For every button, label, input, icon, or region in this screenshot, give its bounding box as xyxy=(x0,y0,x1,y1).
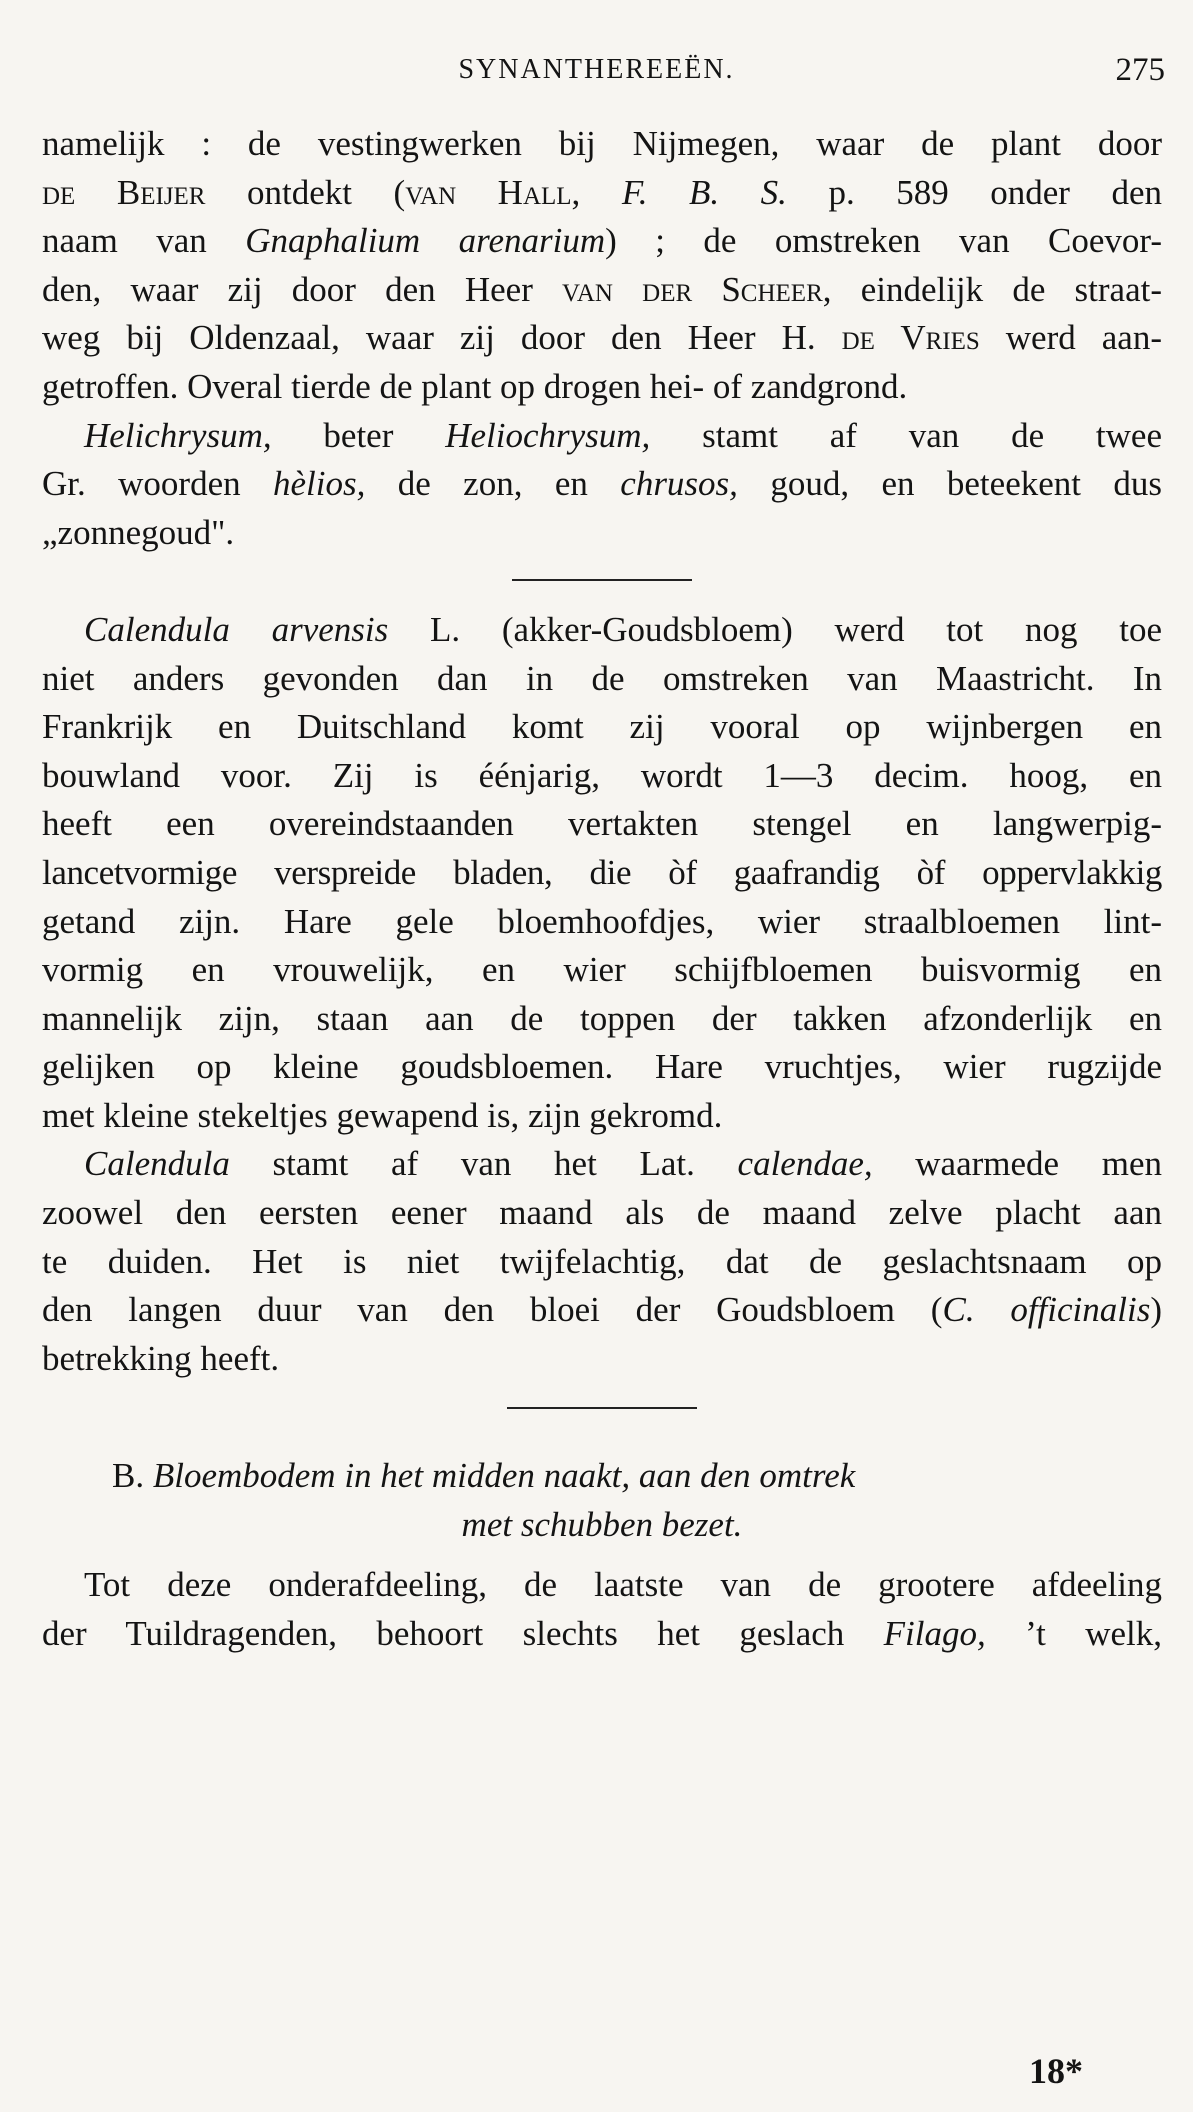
text-run: namelijk : de vestingwerken bij Nijmegen, waar de plant door xyxy=(42,124,1162,163)
section-title: met schubben bezet. xyxy=(461,1504,743,1544)
text-line xyxy=(42,217,1162,266)
text-line xyxy=(42,946,1162,995)
section-title: Bloembodem in het midden naakt, aan den omtrek xyxy=(152,1456,856,1496)
text-run: stamt af van de twee xyxy=(650,415,1163,455)
text-run: te duiden. Het is niet twijfelachtig, dat de geslachtsnaam op xyxy=(42,1241,1162,1281)
text-line xyxy=(42,995,1162,1044)
text-run: beter xyxy=(271,415,446,455)
text-run: ’t welk, xyxy=(985,1613,1162,1653)
text-line xyxy=(42,606,1162,655)
greek-word: chrusos, xyxy=(620,464,738,504)
text-line xyxy=(42,1286,1162,1335)
species-name: Calendula arvensis xyxy=(84,609,389,649)
text-run: Gr. woorden xyxy=(42,464,273,504)
text-run: getand zijn. Hare gele bloemhoofdjes, wier straalbloemen lint- xyxy=(42,901,1162,941)
text-run: betrekking heeft. xyxy=(42,1338,280,1378)
section-heading xyxy=(42,1452,1162,1501)
text-run: vormig en vrouwelijk, en wier schijfbloemen buisvormig en xyxy=(42,950,1162,990)
text-run: waarmede men xyxy=(872,1144,1162,1184)
text-run: lancetvormige verspreide bladen, die òf gaafrandig òf oppervlakkig xyxy=(42,852,1162,892)
text-line xyxy=(42,849,1162,898)
genus-name: Helichrysum, xyxy=(84,415,272,455)
text-line xyxy=(42,1610,1162,1659)
author-name: de Beijer xyxy=(42,172,206,212)
running-head: SYNANTHEREEËN. xyxy=(458,54,735,85)
author-name: de Vries xyxy=(841,318,980,358)
text-line xyxy=(42,1335,1162,1384)
text-run: p. 589 onder den xyxy=(786,172,1163,212)
text-run: mannelijk zijn, staan aan de toppen der takken afzonderlijk en xyxy=(42,998,1162,1038)
text-run: der Tuildragenden, behoort slechts het geslach xyxy=(42,1613,884,1653)
text-run: stamt af van het Lat. xyxy=(229,1144,738,1184)
text-line xyxy=(42,898,1162,947)
greek-word: hèlios, xyxy=(273,464,366,504)
text-run: Tot deze onderafdeeling, de laatste van de grootere afdeeling xyxy=(84,1565,1162,1605)
body-text xyxy=(42,120,1162,1658)
text-line xyxy=(42,1043,1162,1092)
page-header xyxy=(0,48,1193,98)
text-run: werd aan- xyxy=(979,318,1162,358)
author-name: van der Scheer, xyxy=(562,269,832,309)
text-run: L. (akker-Goudsbloem) werd tot nog toe xyxy=(388,609,1163,649)
text-line xyxy=(42,169,1162,218)
genus-name: Calendula xyxy=(84,1144,230,1184)
text-run: getroffen. Overal tierde de plant op drogen hei- of zandgrond. xyxy=(42,366,908,406)
text-run: naam van xyxy=(42,221,246,261)
species-name: C. officinalis xyxy=(942,1290,1151,1330)
text-line xyxy=(42,1561,1162,1610)
text-line xyxy=(42,752,1162,801)
text-line xyxy=(42,412,1162,461)
text-run: den langen duur van den bloei der Goudsbloem ( xyxy=(42,1290,943,1330)
text-line xyxy=(42,509,1162,558)
section-heading-cont xyxy=(42,1501,1162,1550)
text-line xyxy=(42,800,1162,849)
text-run: gelijken op kleine goudsbloemen. Hare vruchtjes, wier rugzijde xyxy=(42,1047,1162,1087)
text-line xyxy=(42,314,1162,363)
genus-name: Heliochrysum, xyxy=(445,415,651,455)
signature-mark: 18* xyxy=(1029,2051,1083,2091)
text-run: heeft een overeindstaanden vertakten stengel en langwerpig- xyxy=(42,804,1162,844)
text-line xyxy=(42,1238,1162,1287)
spacer xyxy=(42,1432,1162,1452)
text-run: de zon, en xyxy=(365,464,621,504)
text-run: den, waar zij door den Heer xyxy=(42,269,563,309)
section-letter: B. xyxy=(112,1456,153,1496)
text-run: ontdekt ( xyxy=(205,172,406,212)
text-line xyxy=(42,1092,1162,1141)
text-run: weg bij Oldenzaal, waar zij door den Heer H. xyxy=(42,318,842,358)
species-name: Gnaphalium arenarium xyxy=(245,221,606,261)
text-run: zoowel den eersten eener maand als de maand zelve placht aan xyxy=(42,1193,1162,1233)
text-line xyxy=(42,655,1162,704)
rule-line xyxy=(42,557,1162,606)
text-run: „zonnegoud". xyxy=(42,512,235,552)
rule-line xyxy=(42,1383,1162,1432)
text-run: niet anders gevonden dan in de omstreken van Maastricht. In xyxy=(42,658,1162,698)
text-line xyxy=(42,120,1162,169)
author-name: van Hall, xyxy=(405,172,581,212)
text-run: goud, en beteekent dus xyxy=(737,464,1162,504)
text-run: bouwland voor. Zij is éénjarig, wordt 1—3 decim. hoog, en xyxy=(42,755,1162,795)
latin-word: calendae, xyxy=(737,1144,873,1184)
text-line xyxy=(42,703,1162,752)
text-line xyxy=(42,1189,1162,1238)
text-run: Frankrijk en Duitschland komt zij vooral op wijnbergen en xyxy=(42,707,1162,747)
spacer xyxy=(42,1549,1162,1561)
text-line xyxy=(42,266,1162,315)
section-divider xyxy=(507,1407,697,1409)
text-line xyxy=(42,1140,1162,1189)
text-line xyxy=(42,363,1162,412)
text-run: ) xyxy=(1150,1290,1162,1330)
citation: F. B. S. xyxy=(621,172,787,212)
text-run: met kleine stekeltjes gewapend is, zijn gekromd. xyxy=(42,1095,723,1135)
text-line xyxy=(42,460,1162,509)
text-run: eindelijk de straat- xyxy=(831,269,1163,309)
text-run: ) ; de omstreken van Coevor- xyxy=(605,221,1163,261)
page-number: 275 xyxy=(1115,52,1165,88)
section-divider xyxy=(512,579,692,581)
genus-name: Filago, xyxy=(883,1613,986,1653)
